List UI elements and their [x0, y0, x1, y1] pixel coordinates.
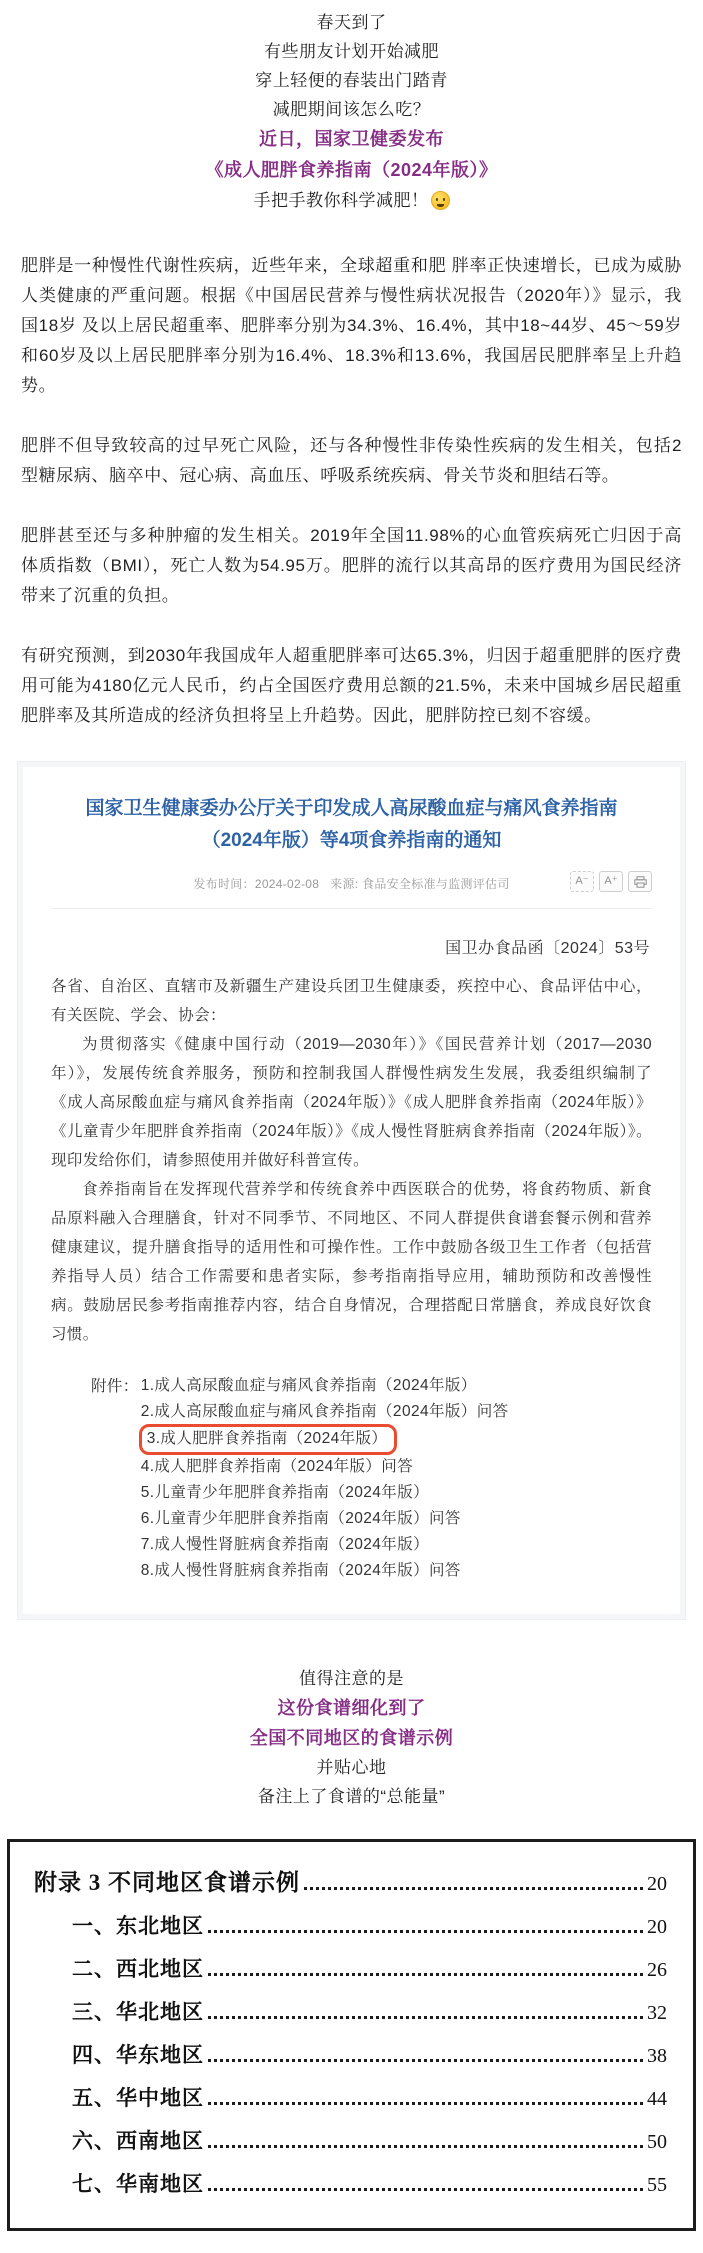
toc-entry-label: 三、华北地区	[72, 2000, 204, 2024]
toc-entry-label: 六、西南地区	[72, 2129, 204, 2153]
notice-card	[23, 767, 680, 1614]
toc-row-3	[30, 1948, 667, 1991]
article-paragraph-1: 肥胖是一种慢性代谢性疾病，近些年来，全球超重和肥 胖率正快速增长，已成为威胁人类健康的严重问题。根据《中国居民营养与慢性病状况报告（2020年）》显示，我国18岁 及以上居民超重率、肥胖率分别为34.3%、16.4%，其中18~44岁、45～59岁和60岁及以上居民肥胖率分别为16.4%、18.3%和13.6%，我国居民肥胖率呈上升趋势。	[21, 256, 682, 395]
intro-line-5: 近日，国家卫健委发布	[259, 129, 444, 149]
intro-line-3: 穿上轻便的春装出门踏青	[255, 71, 448, 90]
toc-row-8	[30, 2163, 667, 2206]
intro-section	[0, 0, 703, 215]
thinking-face-emoji	[431, 191, 450, 210]
notice-body	[51, 972, 652, 1349]
note-line-4: 并贴心地	[316, 1758, 387, 1777]
toc-page-number: 55	[647, 2174, 667, 2196]
attachment-item-text: 7.成人慢性肾脏病食养指南（2024年版）	[140, 1536, 430, 1553]
note-line-3: 全国不同地区的食谱示例	[249, 1728, 454, 1748]
publish-time-label: 发布时间：	[193, 877, 255, 891]
toc-page-number: 26	[647, 1959, 667, 1981]
notice-title: 国家卫生健康委办公厅关于印发成人高尿酸血症与痛风食养指南（2024年版）等4项食养指南的通知	[85, 798, 618, 851]
attachment-item-text: 5.儿童青少年肥胖食养指南（2024年版）	[140, 1484, 430, 1501]
notice-toolbar	[570, 871, 652, 892]
intro-line-2: 有些朋友计划开始减肥	[264, 42, 439, 61]
note-line-2: 这份食谱细化到了	[277, 1698, 426, 1718]
toc-row-4	[30, 1991, 667, 2034]
toc-row-5	[30, 2034, 667, 2077]
toc-dot-leader	[208, 1930, 643, 1933]
attachments-block	[51, 1373, 652, 1584]
toc-page-number: 20	[647, 1916, 667, 1938]
attachment-item-text: 2.成人高尿酸血症与痛风食养指南（2024年版）问答	[140, 1403, 509, 1420]
toc-page-number: 50	[647, 2131, 667, 2153]
toc-page-number: 38	[647, 2045, 667, 2067]
intro-line-1: 春天到了	[316, 13, 387, 32]
attachment-item-text: 4.成人肥胖食养指南（2024年版）问答	[140, 1458, 414, 1475]
publish-time-value: 2024-02-08	[254, 877, 320, 891]
attachment-item-4	[139, 1454, 511, 1480]
attachment-item-7	[139, 1532, 511, 1558]
article-paragraph-3: 肥胖甚至还与多种肿瘤的发生相关。2019年全国11.98%的心血管疾病死亡归因于高体质指数（BMI），死亡人数为54.95万。肥胖的流行以其高昂的医疗费用为国民经济带来了沉重的负担。	[21, 526, 682, 605]
toc-entry-label: 四、华东地区	[72, 2043, 204, 2067]
toc-entry-label: 五、华中地区	[72, 2086, 204, 2110]
attachment-item-text: 8.成人慢性肾脏病食养指南（2024年版）问答	[140, 1562, 461, 1579]
attachment-item-highlighted-text: 3.成人肥胖食养指南（2024年版）	[139, 1424, 398, 1455]
toc-entry-label: 七、华南地区	[72, 2172, 204, 2196]
notice-screenshot	[17, 761, 686, 1620]
article-paragraph-2: 肥胖不但导致较高的过早死亡风险，还与各种慢性非传染性疾病的发生相关，包括2型糖尿病、脑卒中、冠心病、高血压、呼吸系统疾病、骨关节炎和胆结石等。	[21, 436, 682, 485]
note-line-1: 值得注意的是	[299, 1669, 404, 1688]
toc-excerpt-box	[7, 1839, 696, 2231]
notice-meta-bar	[51, 875, 652, 909]
toc-dot-leader	[304, 1887, 643, 1890]
font-increase-button[interactable]: A⁺	[599, 871, 623, 892]
attachment-item-6	[139, 1506, 511, 1532]
toc-dot-leader	[208, 2016, 643, 2019]
toc-page-number: 20	[647, 1873, 667, 1895]
toc-entry-label: 一、东北地区	[72, 1914, 204, 1938]
attachment-item-1	[139, 1373, 511, 1399]
toc-dot-leader	[208, 2102, 643, 2105]
toc-row-1	[30, 1862, 667, 1905]
font-decrease-button[interactable]: A⁻	[570, 871, 594, 892]
attachment-item-5	[139, 1480, 511, 1506]
notice-paragraph-2: 为贯彻落实《健康中国行动（2019—2030年）》《国民营养计划（2017—2030年）》，发展传统食养服务，预防和控制我国人群慢性病发生发展，我委组织编制了《成人高尿酸血症与痛风食养指南（2024年版）》《成人肥胖食养指南（2024年版）》《儿童青少年肥胖食养指南（2024年版）》《成人慢性肾脏病食养指南（2024年版）》。现印发给你们，请参照使用并做好科普宣传。	[51, 1036, 652, 1169]
toc-dot-leader	[208, 2059, 643, 2062]
intro-line-4: 减肥期间该怎么吃？	[272, 100, 431, 119]
print-button[interactable]	[628, 871, 652, 892]
note-line-5: 备注上了食谱的“总能量”	[257, 1787, 446, 1806]
article-paragraph-4: 有研究预测，到2030年我国成年人超重肥胖率可达65.3%，归因于超重肥胖的医疗费用可能为4180亿元人民币，约占全国医疗费用总额的21.5%，未来中国城乡居民超重肥胖率及其所造成的经济负担将呈上升趋势。因此，肥胖防控已刻不容缓。	[21, 646, 682, 725]
attachment-item-text: 1.成人高尿酸血症与痛风食养指南（2024年版）	[140, 1377, 477, 1394]
attachment-item-text: 6.儿童青少年肥胖食养指南（2024年版）问答	[140, 1510, 461, 1527]
toc-entry-label: 二、西北地区	[72, 1957, 204, 1981]
toc-entry-label: 附录 3 不同地区食谱示例	[34, 1870, 300, 1895]
toc-page-number: 44	[647, 2088, 667, 2110]
source-label: 来源: 食品安全标准与监测评估司	[330, 877, 510, 891]
attachments-label: 附件：	[91, 1378, 139, 1395]
toc-dot-leader	[208, 2145, 643, 2148]
notice-paragraph-3: 食养指南旨在发挥现代营养学和传统食养中西医联合的优势，将食药物质、新食品原料融入合理膳食，针对不同季节、不同地区、不同人群提供食谱套餐示例和营养健康建议，提升膳食指导的适用性和可操作性。工作中鼓励各级卫生工作者（包括营养指导人员）结合工作需要和患者实际，参考指南指导应用，辅助预防和改善慢性病。鼓励居民参考指南推荐内容，结合自身情况，合理搭配日常膳食，养成良好饮食习惯。	[51, 1181, 652, 1343]
intro-line-7: 手把手教你科学减肥！	[0, 186, 703, 215]
attachment-item-3-red-circled	[139, 1425, 511, 1454]
intro-line-6: 《成人肥胖食养指南（2024年版）》	[205, 160, 498, 180]
toc-page-number: 32	[647, 2002, 667, 2024]
toc-row-2	[30, 1905, 667, 1948]
document-number: 国卫办食品函〔2024〕53号	[445, 940, 650, 957]
toc-row-6	[30, 2077, 667, 2120]
highlight-note-section	[0, 1664, 703, 1811]
attachment-item-8	[139, 1558, 511, 1584]
toc-row-7	[30, 2120, 667, 2163]
article-body	[0, 251, 703, 731]
attachment-item-2	[139, 1399, 511, 1425]
notice-paragraph-1: 各省、自治区、直辖市及新疆生产建设兵团卫生健康委，疾控中心、食品评估中心，有关医院、学会、协会：	[51, 978, 652, 1024]
printer-icon	[634, 876, 647, 888]
attachments-list	[139, 1373, 511, 1584]
toc-dot-leader	[208, 2188, 643, 2191]
toc-dot-leader	[208, 1973, 643, 1976]
notice-meta-text	[193, 877, 509, 891]
